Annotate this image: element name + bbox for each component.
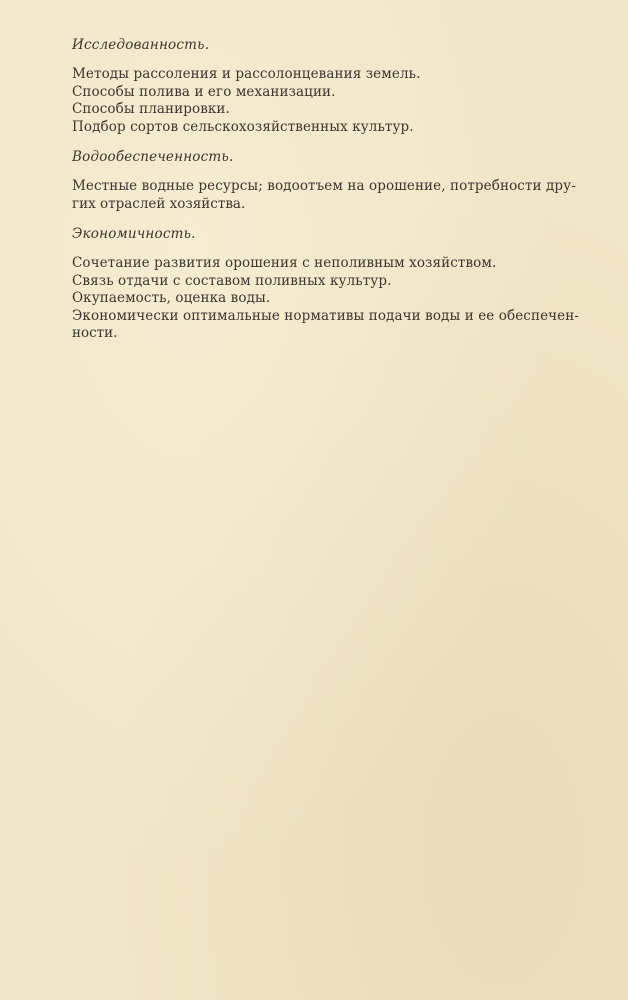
section-research [72,36,594,136]
page-content [72,36,594,351]
section-water-supply [72,148,594,213]
section-economy [72,225,594,343]
text-line: Подбор сортов сельскохозяйственных культур. [72,118,414,135]
text-line: Связь отдачи с составом поливных культур. [72,272,392,289]
text-line: Экономически оптимальные нормативы подачи воды и ее обеспечен- [72,307,580,324]
text-line: Методы рассоления и рассолонцевания земель. [72,66,421,82]
text-line-continuation: ности. [72,325,118,341]
text-line: Сочетание развития орошения с неполивным хозяйством. [72,255,497,271]
text-line: Местные водные ресурсы; водоотъем на орошение, потребности дру- [72,178,576,194]
section-heading-research: Исследованность. [72,37,210,53]
text-line-continuation: гих отраслей хозяйства. [72,195,246,212]
text-line: Способы полива и его механизации. [72,83,336,100]
text-line: Окупаемость, оценка воды. [72,290,271,306]
section-heading-economy: Экономичность. [72,226,196,242]
section-heading-water-supply: Водообеспеченность. [72,149,234,165]
text-line: Способы планировки. [72,101,230,117]
